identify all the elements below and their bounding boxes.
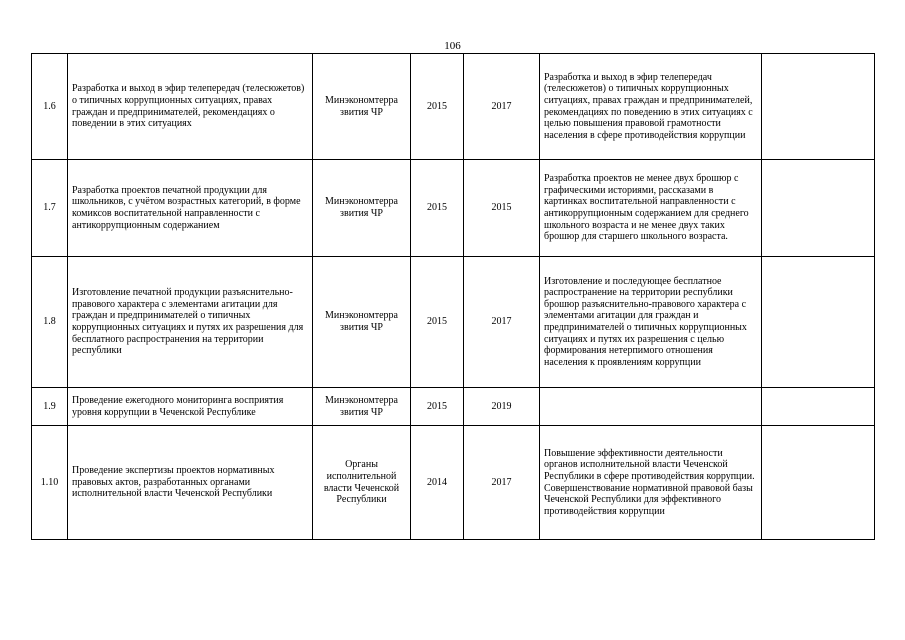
action-plan-table [31,53,875,540]
activity-cell: Разработка проектов печатной продукции для школьников, с учётом возрастных категорий, в форме комиксов воспитательной направленности с антикоррупционным содержанием [68,160,313,257]
executor-cell: Органы исполнительной власти Чеченской Республики [313,426,411,540]
activity-cell: Проведение ежегодного мониторинга восприятия уровня коррупции в Чеченской Республике [68,388,313,426]
start-year-cell: 2015 [411,257,464,388]
note-cell [762,160,875,257]
result-cell: Разработка проектов не менее двух брошюр с графическими историями, рассказами в картинках воспитательной направленности с антикоррупционным содержанием для среднего школьного возраста и не менее двух таких брошюр для старшего школьного возраста. [540,160,762,257]
activity-cell: Изготовление печатной продукции разъяснительно-правового характера с элементами агитации для граждан и предпринимателей о типичных коррупционных ситуациях и путях их разрешения для бесплатного распространения на территории республики [68,257,313,388]
note-cell [762,426,875,540]
table-row [32,54,875,160]
note-cell [762,54,875,160]
executor-cell: Минэкономтерра звития ЧР [313,160,411,257]
row-number: 1.10 [32,426,68,540]
note-cell [762,257,875,388]
table-row [32,160,875,257]
end-year-cell: 2019 [464,388,540,426]
table-row [32,426,875,540]
executor-cell: Минэкономтерра звития ЧР [313,257,411,388]
start-year-cell: 2015 [411,388,464,426]
executor-cell: Минэкономтерра звития ЧР [313,54,411,160]
row-number: 1.9 [32,388,68,426]
table-row [32,257,875,388]
result-cell [540,388,762,426]
table-row [32,388,875,426]
activity-cell: Проведение экспертизы проектов нормативных правовых актов, разработанных органами исполнительной власти Чеченской Республики [68,426,313,540]
row-number: 1.6 [32,54,68,160]
page-number: 106 [444,40,461,52]
note-cell [762,388,875,426]
result-cell: Разработка и выход в эфир телепередач (телесюжетов) о типичных коррупционных ситуациях, правах граждан и предпринимателей, рекомендациях по поведению в этих ситуациях с целью повышения правовой грамотности населения в сфере противодействия коррупции [540,54,762,160]
activity-cell: Разработка и выход в эфир телепередач (телесюжетов) о типичных коррупционных ситуациях, правах граждан и предпринимателей, рекомендациях о поведении в этих ситуациях [68,54,313,160]
start-year-cell: 2015 [411,160,464,257]
start-year-cell: 2014 [411,426,464,540]
executor-cell: Минэкономтерра звития ЧР [313,388,411,426]
end-year-cell: 2017 [464,426,540,540]
row-number: 1.8 [32,257,68,388]
row-number: 1.7 [32,160,68,257]
end-year-cell: 2015 [464,160,540,257]
end-year-cell: 2017 [464,257,540,388]
start-year-cell: 2015 [411,54,464,160]
result-cell: Изготовление и последующее бесплатное распространение на территории республики брошюр разъяснительно-правового характера с элементами агитации для граждан и предпринимателей о типичных коррупционных ситуациях и путях их разрешения с целью формирования нетерпимого отношения населения к проявлениям коррупции [540,257,762,388]
result-cell: Повышение эффективности деятельности органов исполнительной власти Чеченской Республики в сфере противодействия коррупции. Совершенствование нормативной правовой базы Чеченской Республики для эффективного противодействия коррупции [540,426,762,540]
end-year-cell: 2017 [464,54,540,160]
